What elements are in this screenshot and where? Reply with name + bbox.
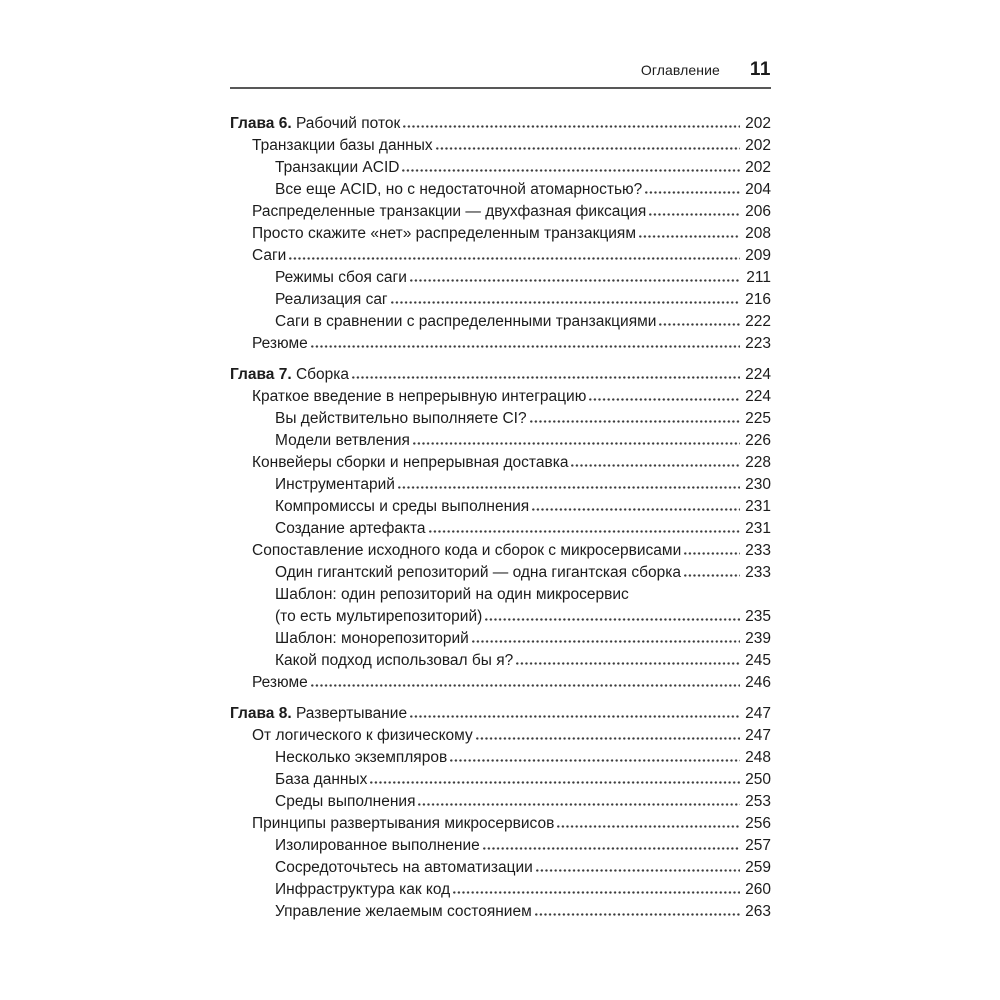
- toc-entry-title: Саги: [252, 247, 287, 264]
- toc-dot-leader: [370, 781, 740, 784]
- toc-entry-title: Развертывание: [295, 705, 408, 722]
- toc-dot-leader: [436, 147, 740, 150]
- toc-entry: [230, 410, 771, 432]
- toc-dot-leader: [352, 376, 740, 379]
- toc-dot-leader: [398, 486, 740, 489]
- toc-entry-title: Транзакции ACID: [275, 159, 400, 176]
- toc-page-number: 239: [745, 630, 771, 647]
- toc-page-number: 202: [745, 159, 771, 176]
- toc-entry: [230, 520, 771, 542]
- toc-page-number: 226: [745, 432, 771, 449]
- toc-page-number: 208: [745, 225, 771, 242]
- toc-page-number: 256: [745, 815, 771, 832]
- toc-entry-title: Резюме: [252, 335, 308, 352]
- toc-chapter-entry: [230, 705, 771, 727]
- toc-page-number: 245: [745, 652, 771, 669]
- toc-dot-leader: [311, 345, 740, 348]
- toc-page-number: 253: [745, 793, 771, 810]
- toc-entry: [230, 476, 771, 498]
- running-head: [230, 0, 771, 81]
- toc-entry-title: Транзакции базы данных: [252, 137, 433, 154]
- toc-page-number: 247: [745, 727, 771, 744]
- toc-dot-leader: [516, 662, 740, 665]
- toc-dot-leader: [418, 803, 740, 806]
- toc-entry-title: Вы действительно выполняете CI?: [275, 410, 527, 427]
- toc-page-number: 206: [745, 203, 771, 220]
- toc-page-number: 225: [745, 410, 771, 427]
- toc-entry: [230, 749, 771, 771]
- toc-entry-title: Шаблон: один репозиторий на один микросервис: [275, 586, 629, 603]
- toc-dot-leader: [530, 420, 740, 423]
- toc-entry-title: Управление желаемым состоянием: [275, 903, 532, 920]
- toc-page-number: 228: [745, 454, 771, 471]
- toc-entry: [230, 159, 771, 181]
- toc-entry: [230, 432, 771, 454]
- toc-dot-leader: [589, 398, 740, 401]
- toc-entry-title: (то есть мультирепозиторий): [275, 608, 483, 625]
- toc-entry: [230, 291, 771, 313]
- book-page: [230, 0, 771, 925]
- toc-entry: [230, 674, 771, 696]
- toc-entry-title: Принципы развертывания микросервисов: [252, 815, 555, 832]
- toc-dot-leader: [429, 530, 740, 533]
- toc-entry: [230, 903, 771, 925]
- toc-chapter-prefix: Глава 7.: [230, 366, 296, 383]
- toc-page-number: 233: [745, 542, 771, 559]
- toc-entry: [230, 335, 771, 357]
- toc-entry: [230, 247, 771, 269]
- toc-dot-leader: [485, 618, 740, 621]
- toc-page-number: 202: [745, 137, 771, 154]
- toc-entry: [230, 454, 771, 476]
- toc-chapter-prefix: Глава 8.: [230, 705, 296, 722]
- toc-entry: [230, 793, 771, 815]
- toc-dot-leader: [410, 715, 740, 718]
- toc-dot-leader: [403, 125, 740, 128]
- toc-entry-title: Модели ветвления: [275, 432, 410, 449]
- toc-page-number: 216: [745, 291, 771, 308]
- toc-chapter-prefix: Глава 6.: [230, 115, 296, 132]
- toc-dot-leader: [450, 759, 740, 762]
- toc-entry-title: Шаблон: монорепозиторий: [275, 630, 469, 647]
- toc-dot-leader: [410, 279, 740, 282]
- toc-entry-title: Сосредоточьтесь на автоматизации: [275, 859, 533, 876]
- toc-dot-leader: [536, 869, 740, 872]
- toc-page-number: 247: [745, 705, 771, 722]
- toc-page-number: 233: [745, 564, 771, 581]
- toc-entry-title: Компромиссы и среды выполнения: [275, 498, 530, 515]
- toc-entry: [230, 313, 771, 335]
- toc-dot-leader: [659, 323, 740, 326]
- toc-chapter-entry: [230, 366, 771, 388]
- toc-entry-title: Изолированное выполнение: [275, 837, 480, 854]
- toc-page-number: 223: [745, 335, 771, 352]
- toc-entry-title: Сборка: [295, 366, 350, 383]
- toc-dot-leader: [476, 737, 740, 740]
- toc-entry-title: Резюме: [252, 674, 308, 691]
- toc-entry: [230, 881, 771, 903]
- header-rule: [230, 87, 771, 89]
- toc-entry-title: Несколько экземпляров: [275, 749, 448, 766]
- toc-entry-title: Инструментарий: [275, 476, 395, 493]
- toc-page-number: 259: [745, 859, 771, 876]
- toc-page-number: 202: [745, 115, 771, 132]
- toc-page-number: 224: [745, 366, 771, 383]
- toc-page-number: 231: [745, 498, 771, 515]
- toc-dot-leader: [571, 464, 740, 467]
- toc-entry: [230, 498, 771, 520]
- toc-dot-leader: [453, 891, 740, 894]
- toc-entry: [230, 388, 771, 410]
- toc-page-number: 209: [745, 247, 771, 264]
- toc-dot-leader: [645, 191, 740, 194]
- toc-entry-title: Инфраструктура как код: [275, 881, 451, 898]
- toc-entry: [230, 225, 771, 247]
- toc-dot-leader: [535, 913, 740, 916]
- toc-page-number: 230: [745, 476, 771, 493]
- toc-entry-title: Саги в сравнении с распределенными транзакциями: [275, 313, 657, 330]
- toc-entry: [230, 542, 771, 564]
- toc-entry-title: Краткое введение в непрерывную интеграцию: [252, 388, 587, 405]
- toc-entry: [230, 652, 771, 674]
- toc-dot-leader: [639, 235, 740, 238]
- toc-entry-title: От логического к физическому: [252, 727, 473, 744]
- toc-entry: [230, 630, 771, 652]
- toc-dot-leader: [311, 684, 740, 687]
- toc-entry-title: Создание артефакта: [275, 520, 426, 537]
- toc-entry-title: Один гигантский репозиторий — одна гигантская сборка: [275, 564, 681, 581]
- toc-dot-leader: [557, 825, 740, 828]
- toc-page-number: 235: [745, 608, 771, 625]
- toc-page-number: 211: [746, 269, 771, 286]
- toc-entry: [230, 181, 771, 203]
- toc-entry-title: Режимы сбоя саги: [275, 269, 407, 286]
- toc-entry-title: Конвейеры сборки и непрерывная доставка: [252, 454, 569, 471]
- toc-dot-leader: [684, 574, 740, 577]
- toc-entry: [230, 564, 771, 586]
- toc-entry-title: Сопоставление исходного кода и сборок с микросервисами: [252, 542, 682, 559]
- toc-entry-title: Все еще ACID, но с недостаточной атомарностью?: [275, 181, 643, 198]
- toc-page-number: 257: [745, 837, 771, 854]
- toc-entry: [230, 837, 771, 859]
- toc-list: [230, 115, 771, 925]
- toc-entry: [230, 203, 771, 225]
- toc-entry-title: Какой подход использовал бы я?: [275, 652, 514, 669]
- toc-page-number: 263: [745, 903, 771, 920]
- toc-entry-title: Рабочий поток: [295, 115, 401, 132]
- toc-dot-leader: [684, 552, 740, 555]
- toc-page-number: 224: [745, 388, 771, 405]
- toc-entry: [230, 137, 771, 159]
- toc-entry-title: Просто скажите «нет» распределенным транзакциям: [252, 225, 636, 242]
- toc-dot-leader: [532, 508, 740, 511]
- toc-page-number: 246: [745, 674, 771, 691]
- toc-entry: [230, 586, 771, 608]
- toc-entry-title: База данных: [275, 771, 368, 788]
- toc-dot-leader: [289, 257, 740, 260]
- running-head-title: Оглавление: [640, 62, 720, 78]
- toc-entry: [230, 269, 771, 291]
- toc-entry: [230, 608, 771, 630]
- toc-page-number: 250: [745, 771, 771, 788]
- toc-dot-leader: [649, 213, 740, 216]
- toc-entry: [230, 771, 771, 793]
- toc-dot-leader: [472, 640, 740, 643]
- toc-page-number: 222: [745, 313, 771, 330]
- toc-page-number: 204: [745, 181, 771, 198]
- toc-entry: [230, 727, 771, 749]
- toc-entry: [230, 859, 771, 881]
- toc-entry-title: Среды выполнения: [275, 793, 416, 810]
- toc-dot-leader: [413, 442, 740, 445]
- toc-chapter-entry: [230, 115, 771, 137]
- toc-entry-title: Распределенные транзакции — двухфазная фиксация: [252, 203, 647, 220]
- toc-dot-leader: [483, 847, 740, 850]
- toc-page-number: 248: [745, 749, 771, 766]
- toc-dot-leader: [402, 169, 740, 172]
- toc-entry: [230, 815, 771, 837]
- toc-dot-leader: [391, 301, 740, 304]
- toc-page-number: 231: [745, 520, 771, 537]
- toc-entry-title: Реализация саг: [275, 291, 388, 308]
- toc-page-number: 260: [745, 881, 771, 898]
- running-head-page-number: 11: [749, 59, 771, 80]
